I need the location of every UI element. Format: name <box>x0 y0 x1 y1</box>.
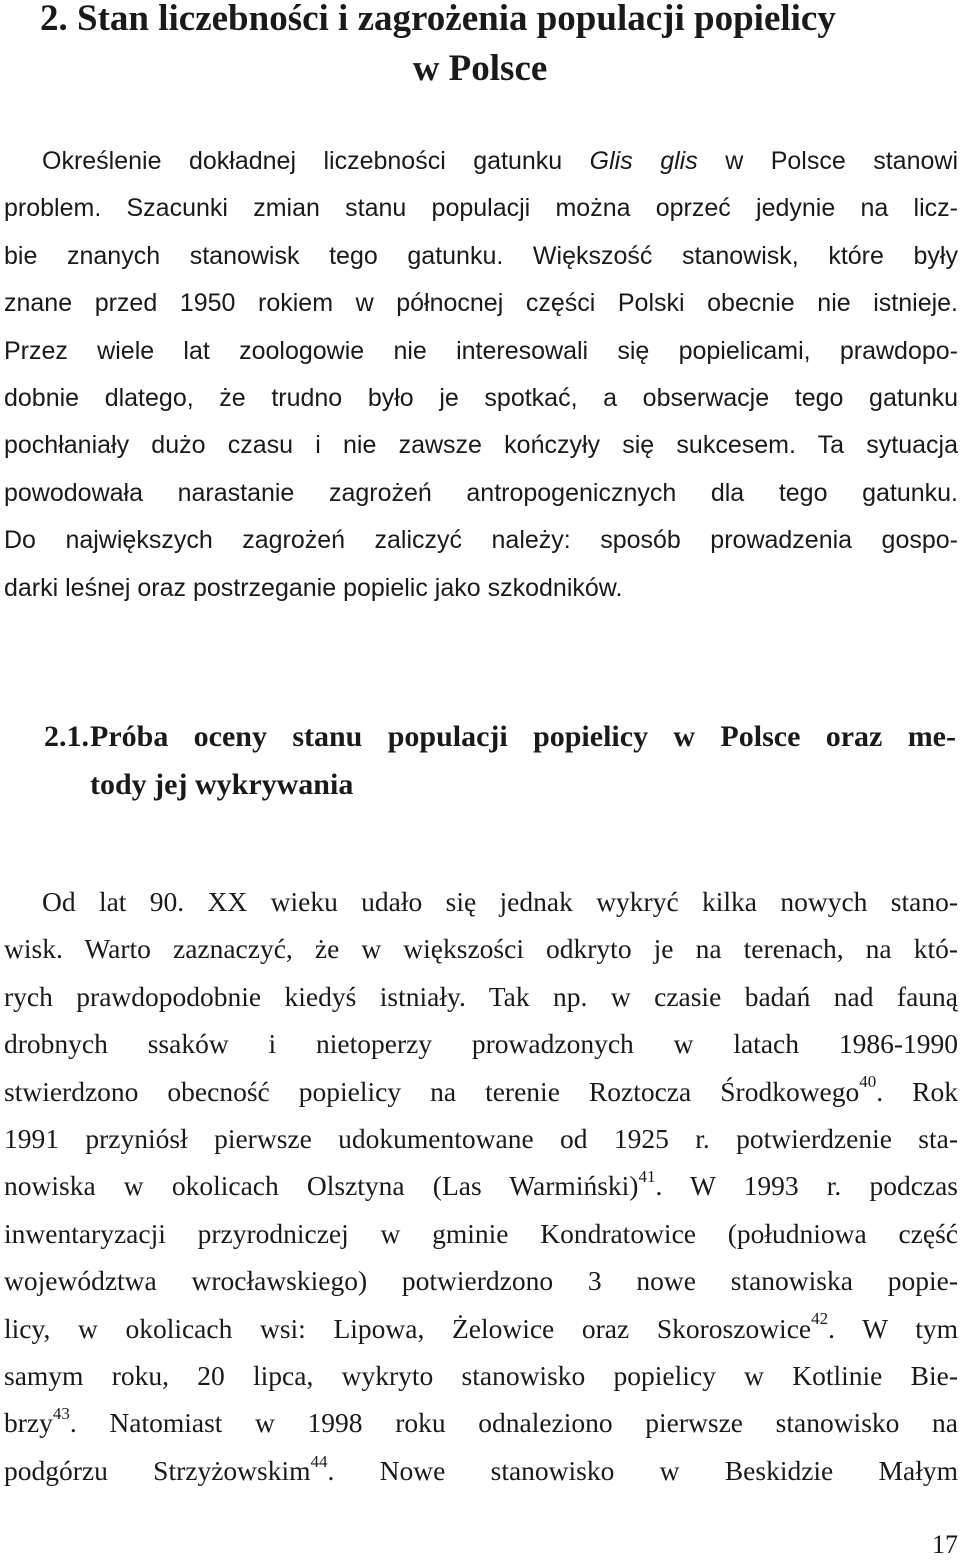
subsection-heading-line2: tody jej wykrywania <box>90 767 354 801</box>
paragraph-2-line-6: 1991 przyniósł pierwsze udokumentowane od 1925 r. potwierdzenie sta- <box>4 1122 958 1154</box>
page-number: 17 <box>932 1530 958 1559</box>
paragraph-1-line-10: darki leśnej oraz postrzeganie popielic jako szkodników. <box>4 573 623 602</box>
footnote-ref-41: 41 <box>638 1167 656 1187</box>
paragraph-2-line-2: wisk. Warto zaznaczyć, że w większości odkryto je na terenach, na któ- <box>4 933 958 965</box>
footnote-ref-43: 43 <box>52 1404 70 1424</box>
paragraph-1-line-6: dobnie dlatego, że trudno było je spotkać, a obserwacje tego gatunku <box>4 383 958 412</box>
footnote-ref-42: 42 <box>811 1309 829 1329</box>
subsection-number: 2.1. <box>44 719 89 753</box>
paragraph-1-line-7: pochłaniały dużo czasu i nie zawsze kończyły się sukcesem. Ta sytuacja <box>4 431 958 460</box>
paragraph-2-line-8: inwentaryzacji przyrodniczej w gminie Kondratowice (południowa część <box>4 1217 958 1249</box>
paragraph-2-line-13: podgórzu Strzyżowskim$^{44}$. Nowe stanowisko w Beskidzie Małym <box>4 1451 958 1486</box>
paragraph-2-line-1: Od lat 90. XX wieku udało się jednak wykryć kilka nowych stano- <box>42 886 958 917</box>
paragraph-1-line-2: problem. Szacunki zmian stanu populacji można oprzeć jedynie na licz- <box>4 194 958 223</box>
subsection-heading-line1: Próba oceny stanu populacji popielicy w Polsce oraz me- <box>90 719 956 753</box>
paragraph-1-line-3: bie znanych stanowisk tego gatunku. Większość stanowisk, które były <box>4 241 958 270</box>
paragraph-1-line-4: znane przed 1950 rokiem w północnej części Polski obecnie nie istnieje. <box>4 289 958 318</box>
paragraph-1-line-8: powodowała narastanie zagrożeń antropogenicznych dla tego gatunku. <box>4 478 958 507</box>
paragraph-1-line-5: Przez wiele lat zoologowie nie interesowali się popielicami, prawdopo- <box>4 336 958 365</box>
paragraph-2-line-5: stwierdzono obecność popielicy na terenie Roztocza Środkowego$^{40}$. Rok <box>4 1072 959 1107</box>
paragraph-2-line-7: nowiska w okolicach Olsztyna (Las Warmiński)$^{41}$. W 1993 r. podczas <box>4 1167 959 1202</box>
footnote-ref-44: 44 <box>310 1451 328 1471</box>
paragraph-1 <box>4 138 958 612</box>
paragraph-1-line-1: Określenie dokładnej liczebności gatunku Glis glis w Polsce stanowi <box>42 147 958 175</box>
paragraph-2-line-9: województwa wrocławskiego) potwierdzono 3 nowe stanowiska popie- <box>4 1265 958 1297</box>
paragraph-2-line-12: brzy$^{43}$. Natomiast w 1998 roku odnaleziono pierwsze stanowisko na <box>4 1404 958 1439</box>
paragraph-2-line-11: samym roku, 20 lipca, wykryto stanowisko popielicy w Kotlinie Bie- <box>4 1359 958 1391</box>
section-heading-line1: 2. Stan liczebności i zagrożenia populacji popielicy <box>40 0 836 39</box>
species-name: Glis glis <box>589 147 698 175</box>
paragraph-2 <box>4 878 958 1494</box>
paragraph-2-line-3: rych prawdopodobnie kiedyś istniały. Tak np. w czasie badań nad fauną <box>4 980 958 1012</box>
paragraph-2-line-10: licy, w okolicach wsi: Lipowa, Żelowice oraz Skoroszowice$^{42}$. W tym <box>4 1309 959 1344</box>
footnote-ref-40: 40 <box>859 1072 877 1092</box>
paragraph-1-line-9: Do największych zagrożeń zaliczyć należy: sposób prowadzenia gospo- <box>4 526 958 555</box>
paragraph-2-line-4: drobnych ssaków i nietoperzy prowadzonych w latach 1986-1990 <box>4 1028 958 1060</box>
section-heading-line2: w Polsce <box>412 48 548 89</box>
